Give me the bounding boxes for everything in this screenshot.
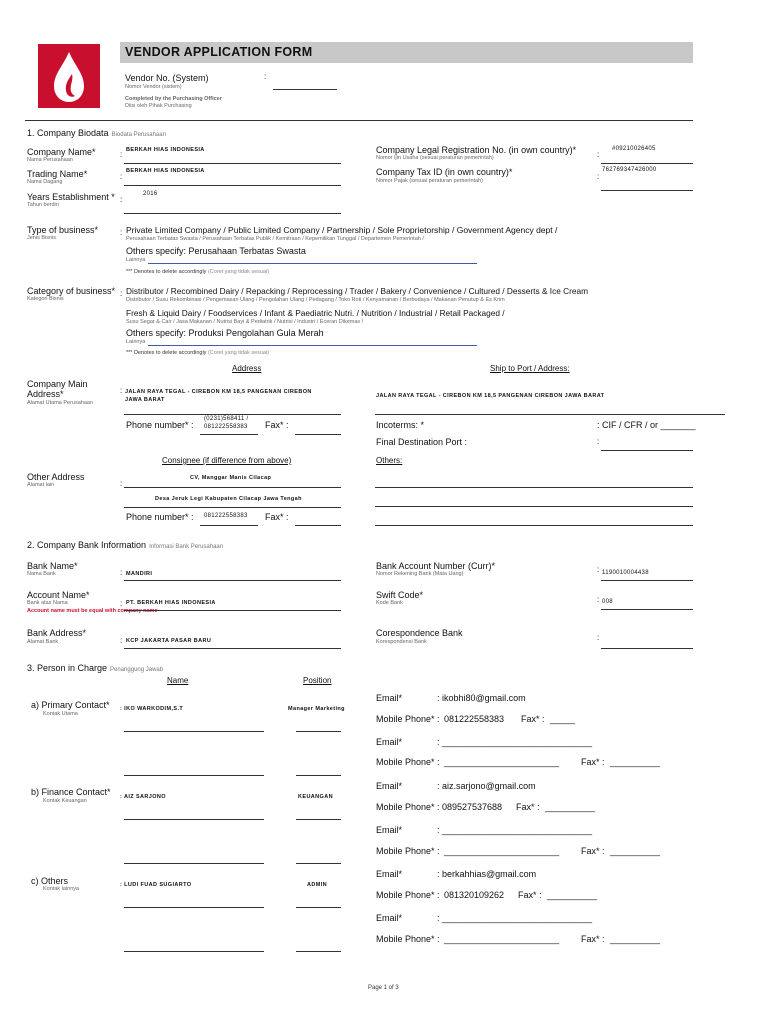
finance-fax2-value[interactable]: __________ [610, 846, 661, 856]
other-address-colon: : [120, 479, 123, 488]
others-field2[interactable] [375, 506, 693, 507]
business-type-options-sub: Perusahaan Terbatas Swasta / Perusahaan Terbatas Publik / Kemitraan / Kepemilikan Tunggal / Departemen Pemerintah / [126, 236, 424, 242]
ship-address-value[interactable]: JALAN RAYA TEGAL - CIREBON KM 18,5 PANGENAN CIREBON JAWA BARAT [376, 393, 605, 399]
bank-name-label: Bank Name* [27, 561, 78, 571]
delete-note-text-2: *** Denotes to delete accordingly [126, 350, 207, 356]
finance-email-value[interactable]: : aiz.sarjono@gmail.com [437, 781, 536, 791]
primary-email-value[interactable]: : ikobhi80@gmail.com [437, 693, 526, 703]
others-contact-name[interactable]: : LUDI FUAD SUGIARTO [120, 882, 192, 888]
business-category-note [126, 350, 269, 356]
finance-email-label: Email* [376, 781, 403, 791]
trading-name-value[interactable]: BERKAH HIAS INDONESIA [126, 168, 205, 174]
business-type-options[interactable]: Private Limited Company / Public Limited Company / Partnership / Sole Proprietorship / Government Agency dept / [126, 225, 558, 235]
primary-email2-value[interactable]: : ______________________________ [437, 737, 593, 747]
years-colon: : [120, 195, 123, 204]
name-column-heading: Name [167, 676, 189, 685]
bank-address-sub: Alamat Bank [27, 639, 59, 645]
bank-name-field [124, 580, 341, 581]
main-address-field [124, 414, 341, 415]
finance-contact-label: b) Finance Contact* [31, 787, 111, 797]
years-field [124, 213, 341, 214]
other-address-sub: Alamat lain [27, 482, 55, 488]
others-contact-label: c) Others [31, 876, 69, 886]
section-bank-sub: Informasi Bank Perusahaan [149, 544, 224, 550]
vendor-no-field[interactable] [273, 89, 337, 90]
bank-name-value[interactable]: MANDIRI [126, 571, 153, 577]
business-category-line1[interactable]: Distributor / Recombined Dairy / Repacking / Reprocessing / Trader / Bakery / Convenience / Cultured / Desserts & Ice Cream [126, 286, 589, 296]
header-divider [25, 120, 693, 121]
others-contact-sub: Kontak lainnya [43, 886, 80, 892]
section-bank [27, 540, 223, 550]
years-value[interactable]: 2016 [143, 191, 158, 197]
others-contact-position[interactable]: ADMIN [307, 882, 328, 888]
company-name-label: Company Name* [27, 147, 96, 157]
primary-position-field2[interactable] [296, 731, 341, 732]
main-address-line2[interactable]: JAWA BARAT [125, 397, 165, 403]
company-name-field [124, 163, 341, 164]
others-email2-label: Email* [376, 913, 403, 923]
business-category-line1-sub: Distributor / Susu Rekombinasi / Pengemasan Ulang / Pengolahan Ulang / Pedagang / Toko Roti / Kenyamanan / Berbudaya / Makanan Penutup & Es Krim [126, 297, 505, 303]
business-type-note [126, 269, 269, 275]
delete-note-sub-2: (Coret yang tidak sesuai) [207, 350, 270, 356]
other-phone-label: Phone number* : [126, 512, 194, 522]
final-destination-field[interactable] [601, 450, 693, 451]
completed-by-sub: Diisi oleh Pihak Purchasing [125, 103, 192, 109]
business-category-line2-sub: Susu Segar & Cair / Jasa Makanan / Nutrisi Bayi & Pediatrik / Nutrisi / Industri / Eceran Dikemas / [126, 319, 364, 325]
tax-id-colon: : [597, 172, 600, 181]
company-name-colon: : [120, 150, 123, 159]
primary-mobile2-label: Mobile Phone* : [376, 757, 440, 767]
other-address-field2 [124, 507, 341, 508]
legal-reg-field [601, 163, 693, 164]
primary-email-label: Email* [376, 693, 403, 703]
main-address-sub: Alamat Utama Perusahaan [27, 400, 94, 406]
section-company-sub: Biodata Perusahaan [111, 132, 166, 138]
others-field3[interactable] [375, 525, 693, 526]
legal-reg-label: Company Legal Registration No. (in own country)* [376, 145, 577, 155]
finance-mobile-value[interactable]: 089527537688 [442, 802, 503, 812]
other-address-line2[interactable]: Desa Jeruk Legi Kabupaten Cilacap Jawa Tengah [155, 496, 302, 502]
bank-address-colon: : [120, 636, 123, 645]
completed-by: Completed by the Purchasing Officer [125, 96, 222, 102]
others-heading: Others: [376, 456, 403, 465]
main-address-colon: : [120, 386, 123, 395]
main-fax-field[interactable] [295, 434, 341, 435]
business-category-others[interactable]: Others specify: Produksi Pengolahan Gula Merah [126, 328, 324, 338]
bank-address-field [124, 648, 341, 649]
primary-fax-value[interactable]: _____ [550, 714, 576, 724]
primary-fax-label: Fax* : [521, 714, 545, 724]
section-person-sub: Penanggung Jawab [110, 667, 164, 673]
others-email2-value[interactable]: : ______________________________ [437, 913, 593, 923]
account-number-label: Bank Account Number (Curr)* [376, 561, 496, 571]
other-phone-value[interactable]: 081222558383 [204, 513, 248, 519]
business-type-label: Type of business* [27, 225, 99, 235]
main-phone-field [200, 434, 258, 435]
vendor-no-colon: : [264, 72, 267, 81]
account-name-note: Account name must be equal with company name [27, 608, 158, 614]
section-person-in-charge [27, 663, 163, 673]
finance-name-field3[interactable] [124, 863, 264, 864]
finance-email2-value[interactable]: : ______________________________ [437, 825, 593, 835]
delete-note-sub: (Coret yang tidak sesuai) [207, 269, 270, 275]
business-type-others-sub: Lainnya [126, 257, 146, 263]
company-name-value[interactable]: BERKAH HIAS INDONESIA [126, 147, 205, 153]
final-destination-label: Final Destination Port : [376, 437, 468, 447]
trading-name-field [124, 185, 341, 186]
primary-mobile2-value[interactable]: _______________________ [444, 757, 560, 767]
primary-contact-name-text: IKO WARKODIM,S.T [124, 706, 184, 712]
others-name-field3[interactable] [124, 951, 264, 952]
primary-name-field2[interactable] [124, 731, 264, 732]
primary-mobile-label: Mobile Phone* : [376, 714, 440, 724]
ship-to-heading: Ship to Port / Address: [490, 364, 570, 373]
other-fax-field[interactable] [295, 525, 341, 526]
others-mobile2-value[interactable]: _______________________ [444, 934, 560, 944]
account-number-sub: Nomor Rekening Bank (Mata Uang) [376, 571, 464, 577]
section-company-biodata [27, 128, 166, 138]
finance-contact-name-text: AIZ SARJONO [123, 794, 166, 800]
finance-contact-position[interactable]: KEUANGAN [298, 794, 333, 800]
business-category-others-sub: Lainnya [126, 339, 146, 345]
others-email-value[interactable]: : berkahhias@gmail.com [437, 869, 537, 879]
primary-mobile-value[interactable]: 081222558383 [444, 714, 505, 724]
finance-position-field2[interactable] [296, 819, 341, 820]
business-type-colon: : [120, 228, 123, 237]
corr-bank-sub: Korespondensi Bank [376, 639, 427, 645]
bank-name-colon: : [120, 568, 123, 577]
main-phone-value1[interactable]: (0231)568411 / [204, 416, 249, 422]
business-type-others-line [148, 263, 477, 264]
legal-reg-colon: : [597, 150, 600, 159]
others-fax2-value[interactable]: __________ [610, 934, 661, 944]
others-fax2-label: Fax* : [581, 934, 605, 944]
others-field1[interactable] [375, 487, 693, 488]
account-name-value[interactable]: PT. BERKAH HIAS INDONESIA [126, 600, 216, 606]
position-column-heading: Position [303, 676, 332, 685]
account-number-colon: : [597, 565, 600, 574]
other-fax-label: Fax* : [265, 512, 289, 522]
account-name-sub: Bank atas Nama [27, 600, 68, 606]
vendor-no-label: Vendor No. (System) [125, 73, 209, 83]
others-name-field2[interactable] [124, 907, 264, 908]
primary-contact-label: a) Primary Contact* [31, 700, 110, 710]
others-fax-value[interactable]: __________ [547, 890, 598, 900]
finance-contact-sub: Kontak Keuangan [43, 798, 87, 804]
tax-id-label: Company Tax ID (in own country)* [376, 167, 513, 177]
others-mobile2-label: Mobile Phone* : [376, 934, 440, 944]
account-name-colon: : [120, 599, 123, 608]
section-company-title: 1. Company Biodata [27, 128, 109, 138]
finance-contact-name[interactable]: : AIZ SARJONO [120, 794, 166, 800]
primary-contact-sub: Kontak Utama [43, 711, 78, 717]
others-fax-label: Fax* : [518, 890, 542, 900]
incoterms-value[interactable]: : CIF / CFR / or _______ [597, 420, 696, 430]
swift-code-field [601, 609, 693, 610]
years-sub: Tahun berdiri [27, 202, 59, 208]
vendor-no-sub: Nomor Vendor (sistem) [125, 84, 182, 90]
section-bank-title: 2. Company Bank Information [27, 540, 147, 550]
other-address-line1[interactable]: CV, Manggar Manis Cilacap [190, 475, 272, 481]
trading-name-sub: Nama Dagang [27, 179, 63, 185]
final-destination-colon: : [597, 437, 600, 446]
section-person-title: 3. Person in Charge [27, 663, 108, 673]
page-number: Page 1 of 3 [368, 985, 399, 991]
finance-name-field2[interactable] [124, 819, 264, 820]
trading-name-label: Trading Name* [27, 169, 88, 179]
swift-code-sub: Kode Bank [376, 600, 403, 606]
consignee-heading: Consignee (if difference from above) [162, 456, 292, 465]
primary-contact-name[interactable]: : IKO WARKODIM,S.T [120, 706, 184, 712]
years-label: Years Establishment * [27, 192, 115, 202]
company-name-sub: Nama Perusahaan [27, 157, 73, 163]
account-number-field [601, 580, 693, 581]
account-name-label: Account Name* [27, 590, 90, 600]
bank-address-label: Bank Address* [27, 628, 87, 638]
form-title: VENDOR APPLICATION FORM [125, 45, 313, 59]
bank-name-sub: Nama Bank [27, 571, 56, 577]
other-phone-field [200, 525, 258, 526]
legal-reg-sub: Nomor Ijin Usaha (sesuai peraturan pemerintah) [376, 155, 494, 161]
finance-mobile2-label: Mobile Phone* : [376, 846, 440, 856]
main-phone-value2[interactable]: 081222558383 [204, 424, 248, 430]
finance-mobile2-value[interactable]: _______________________ [444, 846, 560, 856]
company-logo [38, 44, 100, 108]
primary-fax2-label: Fax* : [581, 757, 605, 767]
swift-code-label: Swift Code* [376, 590, 424, 600]
others-mobile-label: Mobile Phone* : [376, 890, 440, 900]
delete-note-text: *** Denotes to delete accordingly [126, 269, 207, 275]
main-fax-label: Fax* : [265, 420, 289, 430]
tax-id-field [601, 190, 693, 191]
others-contact-name-text: LUDI FUAD SUGIARTO [124, 882, 192, 888]
account-name-field [124, 610, 341, 611]
others-position-field2[interactable] [296, 907, 341, 908]
other-address-field1 [124, 487, 341, 488]
corr-bank-label: Corespondence Bank [376, 628, 463, 638]
others-mobile-value[interactable]: 081320109262 [444, 890, 505, 900]
finance-fax-label: Fax* : [516, 802, 540, 812]
trading-name-colon: : [120, 172, 123, 181]
finance-position-field3[interactable] [296, 863, 341, 864]
bank-address-value[interactable]: KCP JAKARTA PASAR BARU [126, 638, 212, 644]
business-category-line2[interactable]: Fresh & Liquid Dairy / Foodservices / Infant & Paediatric Nutri. / Nutrition / Industrial / Retail Packaged / [126, 308, 505, 318]
business-type-sub: Jenis Bisnis [27, 235, 57, 241]
business-category-others-line [148, 345, 477, 346]
main-address-label: Company Main Address* [27, 379, 88, 399]
primary-position-field3[interactable] [296, 775, 341, 776]
tax-id-value[interactable]: 762769347426000 [602, 167, 657, 173]
main-phone-label: Phone number* : [126, 420, 194, 430]
finance-email2-label: Email* [376, 825, 403, 835]
tax-id-sub: Nomor Pajak (sesuai peraturan pemerintah) [376, 178, 483, 184]
account-number-value[interactable]: 1190010004438 [602, 570, 649, 576]
swift-code-colon: : [597, 595, 600, 604]
primary-email2-label: Email* [376, 737, 403, 747]
main-address-line1[interactable]: JALAN RAYA TEGAL - CIREBON KM 18,5 PANGENAN CIREBON [125, 389, 312, 395]
business-category-colon: : [120, 289, 123, 298]
legal-reg-value[interactable]: #09210026405 [612, 146, 656, 152]
finance-mobile-label: Mobile Phone* : [376, 802, 440, 812]
corr-bank-field[interactable] [601, 648, 693, 649]
primary-name-field3[interactable] [124, 775, 264, 776]
others-email-label: Email* [376, 869, 403, 879]
finance-fax2-label: Fax* : [581, 846, 605, 856]
business-category-sub: Kategori Bisnis [27, 296, 64, 302]
primary-fax2-value[interactable]: __________ [610, 757, 661, 767]
business-category-label: Category of business* [27, 286, 116, 296]
swift-code-value[interactable]: 008 [602, 599, 613, 605]
corr-bank-colon: : [597, 633, 600, 642]
other-address-label: Other Address [27, 472, 85, 482]
milk-drop-logo-icon [38, 44, 100, 108]
incoterms-label: Incoterms: * [376, 420, 425, 430]
business-type-others[interactable]: Others specify: Perusahaan Terbatas Swasta [126, 246, 306, 256]
finance-fax-value[interactable]: __________ [545, 802, 596, 812]
address-heading: Address [232, 364, 262, 373]
ship-address-field [375, 414, 725, 415]
others-position-field3[interactable] [296, 951, 341, 952]
primary-contact-position[interactable]: Manager Marketing [288, 706, 345, 712]
